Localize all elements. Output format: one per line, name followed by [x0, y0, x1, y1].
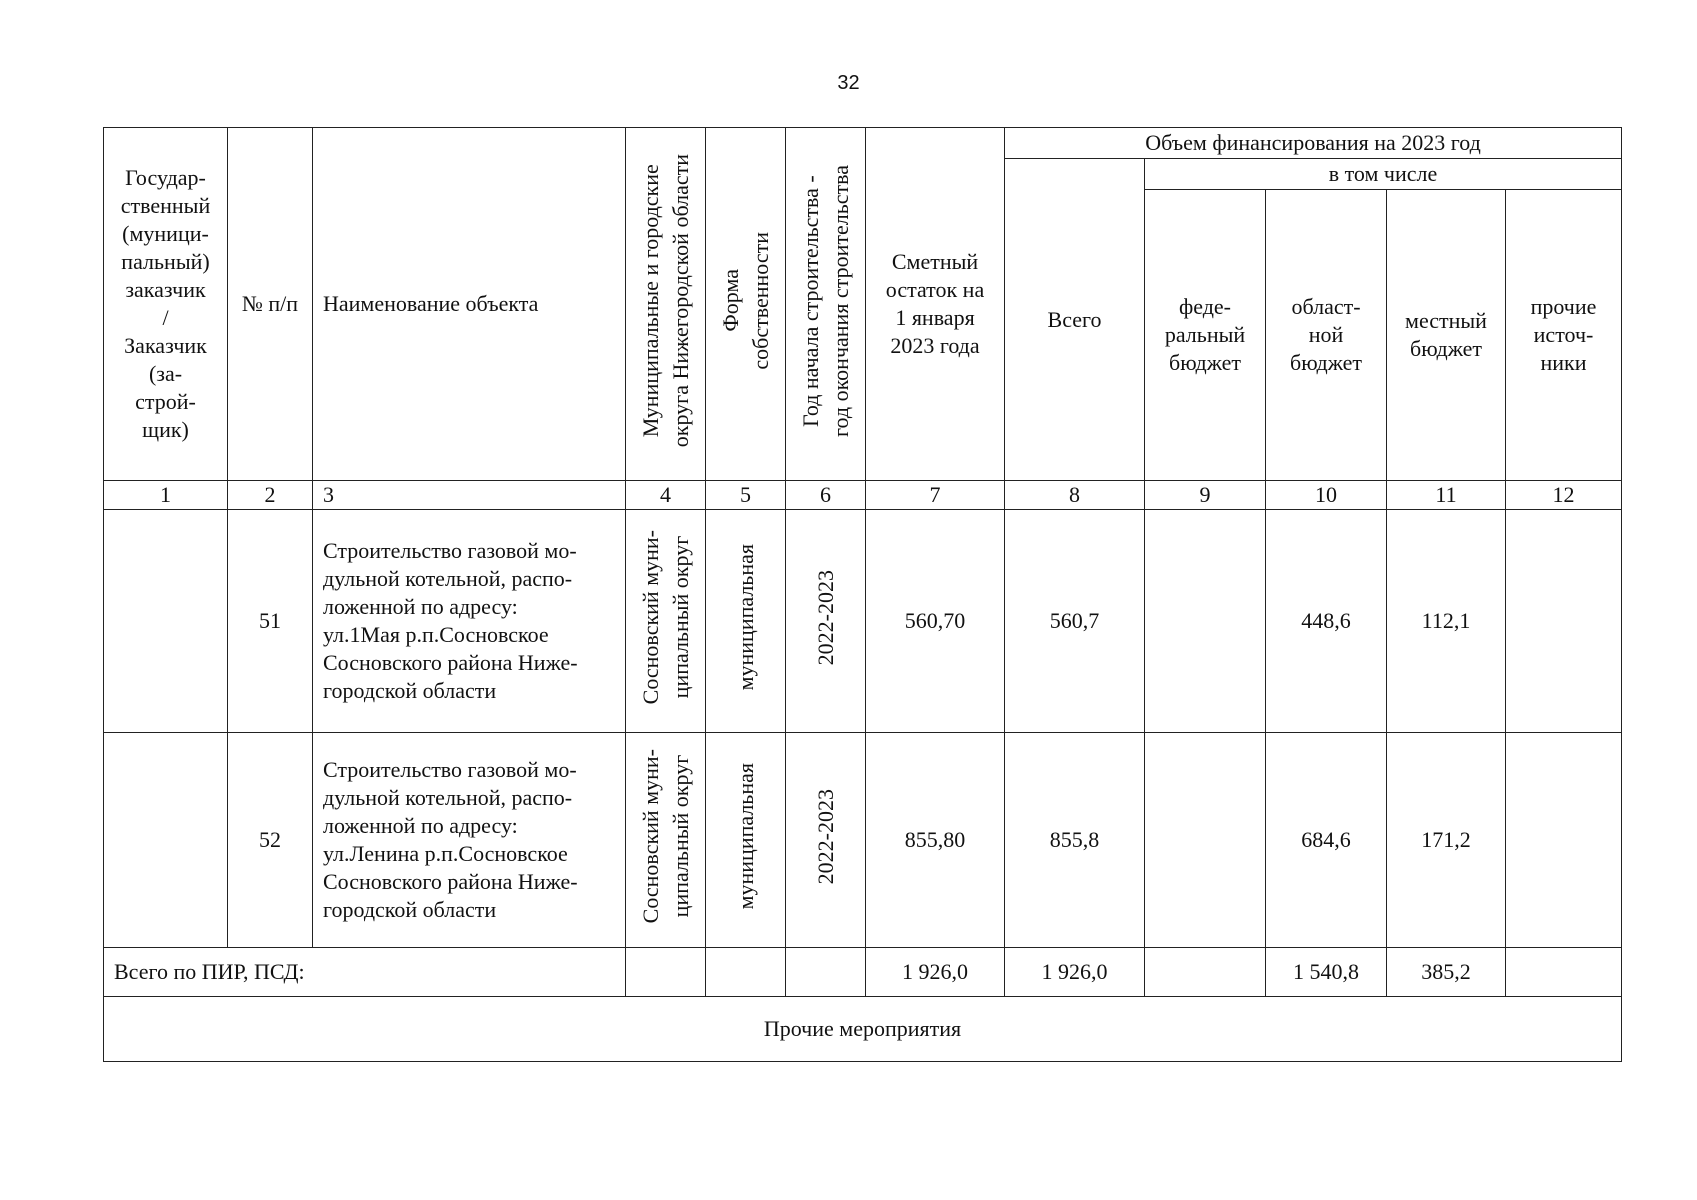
header-local: местный бюджет: [1387, 190, 1506, 481]
cell-num: 52: [228, 733, 313, 948]
cell-regional: 684,6: [1266, 733, 1387, 948]
header-municipal-text: Муниципальные и городские округа Нижегородской области: [637, 153, 693, 448]
cell-municipal: [626, 510, 706, 733]
column-number: 6: [786, 481, 866, 510]
column-number: 11: [1387, 481, 1506, 510]
summary-empty: [626, 948, 706, 997]
column-number: 8: [1005, 481, 1145, 510]
summary-other: [1506, 948, 1622, 997]
header-total: Всего: [1005, 159, 1145, 481]
page-number: 32: [837, 72, 860, 94]
column-number: 12: [1506, 481, 1622, 510]
header-years: [786, 128, 866, 481]
column-number: 9: [1145, 481, 1266, 510]
column-number: 5: [706, 481, 786, 510]
cell-object: Строительство газовой мо- дульной котельной, распо- ложенной по адресу: ул.1Мая р.п.Сосновское Сосновского района Ниже- городской области: [313, 510, 626, 733]
cell-years-text: 2022-2023: [812, 788, 838, 885]
header-object-name: Наименование объекта: [313, 128, 626, 481]
cell-municipal-text: Сосновский муни- ципальный округ: [637, 530, 693, 705]
column-number: 10: [1266, 481, 1387, 510]
cell-estimate: 855,80: [866, 733, 1005, 948]
cell-num: 51: [228, 510, 313, 733]
cell-customer: [104, 510, 228, 733]
cell-customer: [104, 733, 228, 948]
cell-other: [1506, 733, 1622, 948]
header-including: в том числе: [1145, 159, 1622, 190]
header-ownership: [706, 128, 786, 481]
cell-regional: 448,6: [1266, 510, 1387, 733]
column-number: 4: [626, 481, 706, 510]
summary-empty: [706, 948, 786, 997]
summary-federal: [1145, 948, 1266, 997]
header-num: № п/п: [228, 128, 313, 481]
header-municipal: [626, 128, 706, 481]
header-years-text: Год начала строительства - год окончания строительства: [797, 164, 853, 437]
summary-empty: [786, 948, 866, 997]
section-row: [104, 997, 1622, 1062]
cell-years: [786, 733, 866, 948]
cell-ownership: [706, 733, 786, 948]
cell-total: 560,7: [1005, 510, 1145, 733]
cell-years: [786, 510, 866, 733]
column-number: 7: [866, 481, 1005, 510]
column-number: 3: [313, 481, 626, 510]
cell-ownership: [706, 510, 786, 733]
cell-municipal: [626, 733, 706, 948]
column-number-row: [104, 481, 1622, 510]
table-row: [104, 510, 1622, 733]
header-customer: Государ- ственный (муници- пальный) заказчик / Заказчик (за- строй- щик): [104, 128, 228, 481]
cell-federal: [1145, 510, 1266, 733]
summary-regional: 1 540,8: [1266, 948, 1387, 997]
financing-table: [103, 127, 1622, 1062]
header-other: прочие источ- ники: [1506, 190, 1622, 481]
cell-federal: [1145, 733, 1266, 948]
summary-row: [104, 948, 1622, 997]
header-financing: Объем финансирования на 2023 год: [1005, 128, 1622, 159]
header-regional: област- ной бюджет: [1266, 190, 1387, 481]
cell-years-text: 2022-2023: [812, 569, 838, 666]
cell-municipal-text: Сосновский муни- ципальный округ: [637, 749, 693, 924]
section-title: Прочие мероприятия: [104, 997, 1622, 1062]
cell-other: [1506, 510, 1622, 733]
table-row: [104, 733, 1622, 948]
header-federal: феде- ральный бюджет: [1145, 190, 1266, 481]
summary-label: Всего по ПИР, ПСД:: [104, 948, 626, 997]
summary-total: 1 926,0: [1005, 948, 1145, 997]
summary-local: 385,2: [1387, 948, 1506, 997]
cell-ownership-text: муниципальная: [732, 763, 758, 910]
column-number: 1: [104, 481, 228, 510]
summary-estimate: 1 926,0: [866, 948, 1005, 997]
cell-local: 112,1: [1387, 510, 1506, 733]
header-ownership-text: Форма собственности: [717, 231, 773, 370]
cell-ownership-text: муниципальная: [732, 544, 758, 691]
cell-object: Строительство газовой мо- дульной котельной, распо- ложенной по адресу: ул.Ленина р.п.Сосновское Сосновского района Ниже- городской области: [313, 733, 626, 948]
header-estimate: Сметный остаток на 1 января 2023 года: [866, 128, 1005, 481]
cell-total: 855,8: [1005, 733, 1145, 948]
header-row-1: [104, 128, 1622, 159]
cell-estimate: 560,70: [866, 510, 1005, 733]
column-number: 2: [228, 481, 313, 510]
cell-local: 171,2: [1387, 733, 1506, 948]
